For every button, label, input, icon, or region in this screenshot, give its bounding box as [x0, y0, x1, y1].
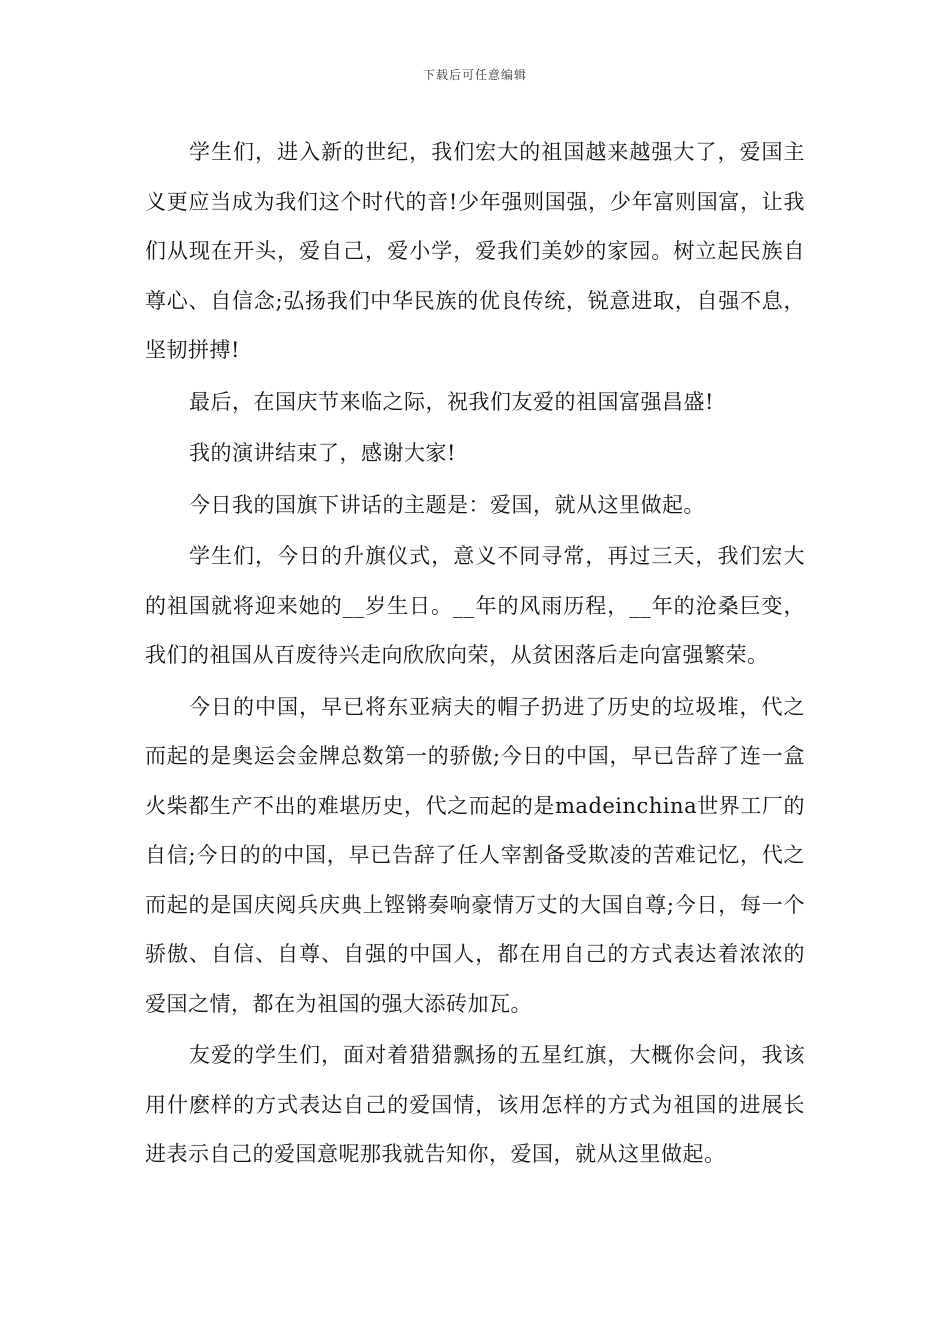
paragraph-2: 最后，在国庆节来临之际，祝我们友爱的祖国富强昌盛! [189, 389, 714, 414]
paragraph-1: 学生们，进入新的世纪，我们宏大的祖国越来越强大了，爱国主义更应当成为我们这个时代的音!少年强则国强，少年富则国富，让我们从现在开头，爱自己，爱小学，爱我们美妙的家园。树立起民族自尊心、自信念;弘扬我们中华民族的优良传统，锐意进取，自强不息，坚韧拼搏! [145, 140, 805, 362]
page-header: 下载后可任意编辑 [422, 68, 527, 82]
document-body [145, 128, 805, 1180]
paragraph-7: 友爱的学生们，面对着猎猎飘扬的五星红旗，大概你会问，我该用什麽样的方式表达自己的爱国情，该用怎样的方式为祖国的进展长进表示自己的爱国意呢那我就告知你，爱国，就从这里做起。 [145, 1043, 805, 1166]
paragraph-3: 我的演讲结束了，感谢大家! [189, 441, 456, 465]
paragraph-5: 学生们，今日的升旗仪式，意义不同寻常，再过三天，我们宏大的祖国就将迎来她的__岁生日。__年的风雨历程，__年的沧桑巨变，我们的祖国从百废待兴走向欣欣向荣，从贫困落后走向富强繁荣。 [145, 544, 805, 667]
paragraph-6: 今日的中国，早已将东亚病夫的帽子扔进了历史的垃圾堆，代之而起的是奥运会金牌总数第一的骄傲;今日的中国，早已告辞了连一盒火柴都生产不出的难堪历史，代之而起的是madeinchina世界工厂的自信;今日的的中国，早已告辞了任人宰割备受欺凌的苦难记忆，代之而起的是国庆阅兵庆典上铿锵奏响豪情万丈的大国自尊;今日，每一个骄傲、自信、自尊、自强的中国人，都在用自己的方式表达着浓浓的爱国之情，都在为祖国的强大添砖加瓦。 [145, 694, 805, 1016]
paragraph-4: 今日我的国旗下讲话的主题是：爱国，就从这里做起。 [189, 492, 705, 517]
